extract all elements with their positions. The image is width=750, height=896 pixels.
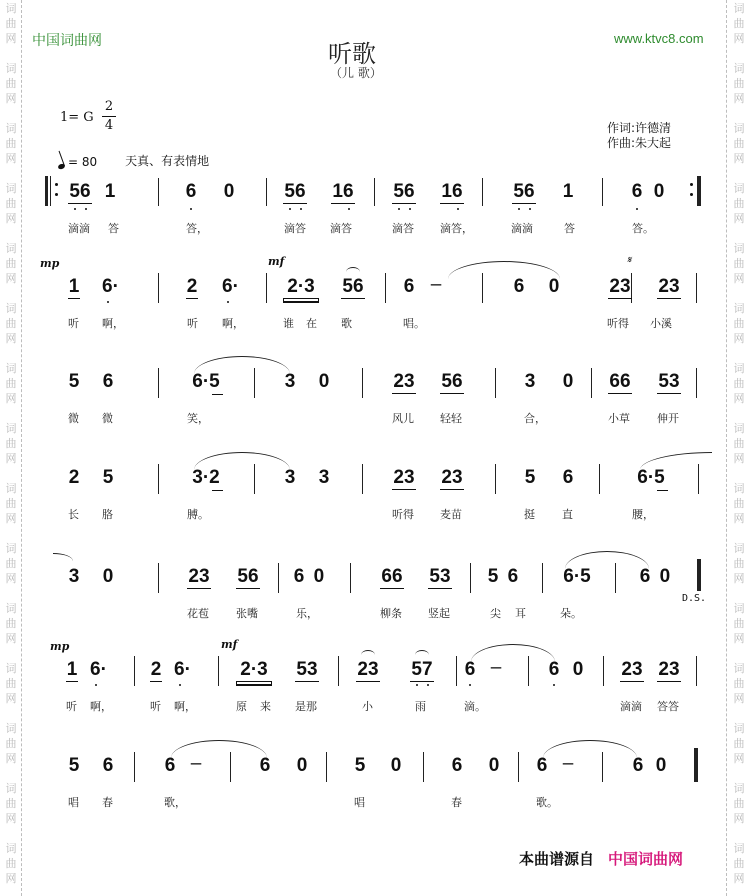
watermark-char: 词 <box>5 242 17 255</box>
watermark-char: 曲 <box>5 737 17 750</box>
note: 6 <box>631 181 643 202</box>
note: 56 <box>513 181 535 202</box>
watermark-char: 网 <box>733 752 745 765</box>
composer: 作曲:朱大起 <box>607 136 672 150</box>
watermark-char: 词 <box>5 782 17 795</box>
watermark-char: 曲 <box>733 317 745 330</box>
watermark-char: 词 <box>5 482 17 495</box>
source-credit: 本曲谱源自 中国词曲网 <box>519 850 684 868</box>
watermark-char: 网 <box>5 272 17 285</box>
score-row-5: 3 0 23 56 6 0 66 53 5 6 6·5 6 0 D.S. 花苞 张嘴 乐， 柳条 竖起 尖 耳 朵。 <box>40 545 710 625</box>
watermark-char: 曲 <box>5 797 17 810</box>
repeat-start-barline <box>45 176 51 206</box>
watermark-char: 网 <box>733 332 745 345</box>
dynamic-mp: mp <box>40 257 60 270</box>
watermark-char: 词 <box>5 62 17 75</box>
watermark-char: 词 <box>5 302 17 315</box>
watermark-char: 网 <box>733 512 745 525</box>
watermark-char: 曲 <box>733 137 745 150</box>
score-row-1: 56 1 6 0 56 16 56 16 56 1 6 0 滴滴 答 答， 滴答 滴答 滴答 滴答， 滴滴 答 答。 <box>40 170 710 250</box>
repeat-dots <box>55 179 58 199</box>
note: 16 <box>332 181 354 202</box>
watermark-char: 网 <box>5 632 17 645</box>
score-row-4: 2 5 3·2 3 3 23 23 5 6 6·5 长 胳 膊。 听得 麦苗 挺 直 腰， <box>40 446 710 526</box>
song-title: 听歌 <box>328 40 376 68</box>
watermark-char: 词 <box>733 722 745 735</box>
watermark-char: 曲 <box>733 857 745 870</box>
repeat-dots <box>690 179 693 199</box>
watermark-char: 网 <box>733 632 745 645</box>
watermark-char: 曲 <box>733 797 745 810</box>
watermark-char: 词 <box>5 362 17 375</box>
watermark-char: 词 <box>5 2 17 15</box>
watermark-char: 曲 <box>5 617 17 630</box>
watermark-char: 词 <box>733 422 745 435</box>
song-subtitle: （儿 歌） <box>330 66 382 80</box>
watermark-char: 网 <box>5 152 17 165</box>
watermark-char: 词 <box>733 2 745 15</box>
note: 1 <box>562 181 574 202</box>
watermark-char: 网 <box>5 512 17 525</box>
watermark-char: 网 <box>5 452 17 465</box>
quarter-note-icon <box>57 163 65 170</box>
watermark-char: 网 <box>5 752 17 765</box>
watermark-char: 曲 <box>733 677 745 690</box>
watermark-char: 词 <box>5 422 17 435</box>
watermark-char: 词 <box>733 602 745 615</box>
watermark-char: 网 <box>5 92 17 105</box>
expression-text: 天真、有表情地 <box>125 154 210 168</box>
watermark-char: 词 <box>5 542 17 555</box>
watermark-char: 曲 <box>5 677 17 690</box>
watermark-char: 词 <box>733 542 745 555</box>
watermark-char: 曲 <box>5 17 17 30</box>
watermark-char: 词 <box>5 842 17 855</box>
watermark-char: 网 <box>733 812 745 825</box>
key-signature: 1= G <box>60 110 94 125</box>
watermark-char: 词 <box>733 302 745 315</box>
watermark-char: 网 <box>733 32 745 45</box>
lyricist: 作词:许德清 <box>607 121 672 135</box>
note: 56 <box>393 181 415 202</box>
watermark-char: 词 <box>733 842 745 855</box>
watermark-char: 曲 <box>5 497 17 510</box>
score-row-7: 5 6 6 – 6 0 5 0 6 0 6 – 6 0 唱 春 歌， 唱 春 歌。 <box>40 730 710 810</box>
watermark-char: 网 <box>733 692 745 705</box>
score-row-2: mp 1 6· 2 6· mf 2·3 56 6 – 6 0 𝄋 23 23 听 啊， 听 啊， 谁 在 歌 唱。 听得 小溪 <box>40 255 710 335</box>
watermark-char: 曲 <box>5 437 17 450</box>
watermark-char: 网 <box>5 572 17 585</box>
note: 0 <box>223 181 235 202</box>
watermark-char: 词 <box>5 662 17 675</box>
watermark-char: 曲 <box>5 197 17 210</box>
watermark-char: 曲 <box>733 437 745 450</box>
watermark-char: 网 <box>5 332 17 345</box>
double-barline <box>697 559 701 591</box>
note: 16 <box>441 181 463 202</box>
final-barline <box>694 748 698 782</box>
dal-segno-mark: D.S. <box>682 593 707 604</box>
note: 1 <box>104 181 116 202</box>
watermark-char: 曲 <box>733 737 745 750</box>
watermark-char: 网 <box>5 692 17 705</box>
watermark-char: 曲 <box>733 197 745 210</box>
watermark-char: 曲 <box>733 377 745 390</box>
watermark-char: 曲 <box>5 557 17 570</box>
score-row-6: mp 1 6· 2 6· mf 2·3 53 23 57 6 – 6 0 23 23 听 啊， 听 啊， 原 来 是那 小 雨 滴。 滴滴 答答 <box>40 638 710 718</box>
note: 6 <box>185 181 197 202</box>
watermark-char: 曲 <box>5 77 17 90</box>
watermark-char: 词 <box>733 182 745 195</box>
watermark-char: 网 <box>733 92 745 105</box>
credits <box>607 121 671 151</box>
segno-sign: 𝄋 <box>627 255 632 266</box>
note: 56 <box>69 181 91 202</box>
watermark-char: 曲 <box>5 857 17 870</box>
watermark-char: 曲 <box>733 617 745 630</box>
watermark-char: 曲 <box>733 257 745 270</box>
watermark-char: 词 <box>5 182 17 195</box>
watermark-char: 曲 <box>5 137 17 150</box>
watermark-char: 曲 <box>5 317 17 330</box>
note: 0 <box>653 181 665 202</box>
watermark-char: 网 <box>733 572 745 585</box>
site-name-logo: 中国词曲网 <box>32 33 102 49</box>
tempo-marking: = 80 天真、有表情地 <box>58 152 209 169</box>
watermark-char: 词 <box>733 662 745 675</box>
note: 56 <box>284 181 306 202</box>
source-brand-link[interactable]: 中国词曲网 <box>608 850 684 868</box>
watermark-char: 网 <box>733 392 745 405</box>
right-watermark-strip <box>726 0 750 896</box>
watermark-char: 网 <box>5 872 17 885</box>
watermark-char: 曲 <box>5 377 17 390</box>
watermark-char: 词 <box>5 122 17 135</box>
score-row-3: 5 6 6·5 3 0 23 56 3 0 66 53 微 微 笑， 风儿 轻轻 合， 小草 伸开 <box>40 350 710 430</box>
watermark-char: 词 <box>5 602 17 615</box>
watermark-char: 词 <box>733 362 745 375</box>
watermark-char: 词 <box>733 482 745 495</box>
watermark-char: 词 <box>733 782 745 795</box>
watermark-char: 词 <box>5 722 17 735</box>
watermark-char: 曲 <box>5 257 17 270</box>
watermark-char: 词 <box>733 242 745 255</box>
watermark-char: 曲 <box>733 77 745 90</box>
watermark-char: 曲 <box>733 497 745 510</box>
dynamic-mf: mf <box>268 255 285 268</box>
watermark-char: 网 <box>5 32 17 45</box>
site-url[interactable]: www.ktvc8.com <box>614 31 704 46</box>
watermark-char: 词 <box>733 122 745 135</box>
watermark-char: 网 <box>733 272 745 285</box>
watermark-char: 网 <box>733 212 745 225</box>
watermark-char: 曲 <box>733 17 745 30</box>
left-watermark-strip <box>0 0 22 896</box>
repeat-end-barline <box>697 176 701 206</box>
watermark-char: 网 <box>733 152 745 165</box>
watermark-char: 网 <box>5 212 17 225</box>
watermark-char: 网 <box>5 812 17 825</box>
watermark-char: 词 <box>733 62 745 75</box>
watermark-char: 网 <box>733 452 745 465</box>
watermark-char: 曲 <box>733 557 745 570</box>
watermark-char: 网 <box>5 392 17 405</box>
time-signature: 2 4 <box>102 99 116 134</box>
watermark-char: 网 <box>733 872 745 885</box>
